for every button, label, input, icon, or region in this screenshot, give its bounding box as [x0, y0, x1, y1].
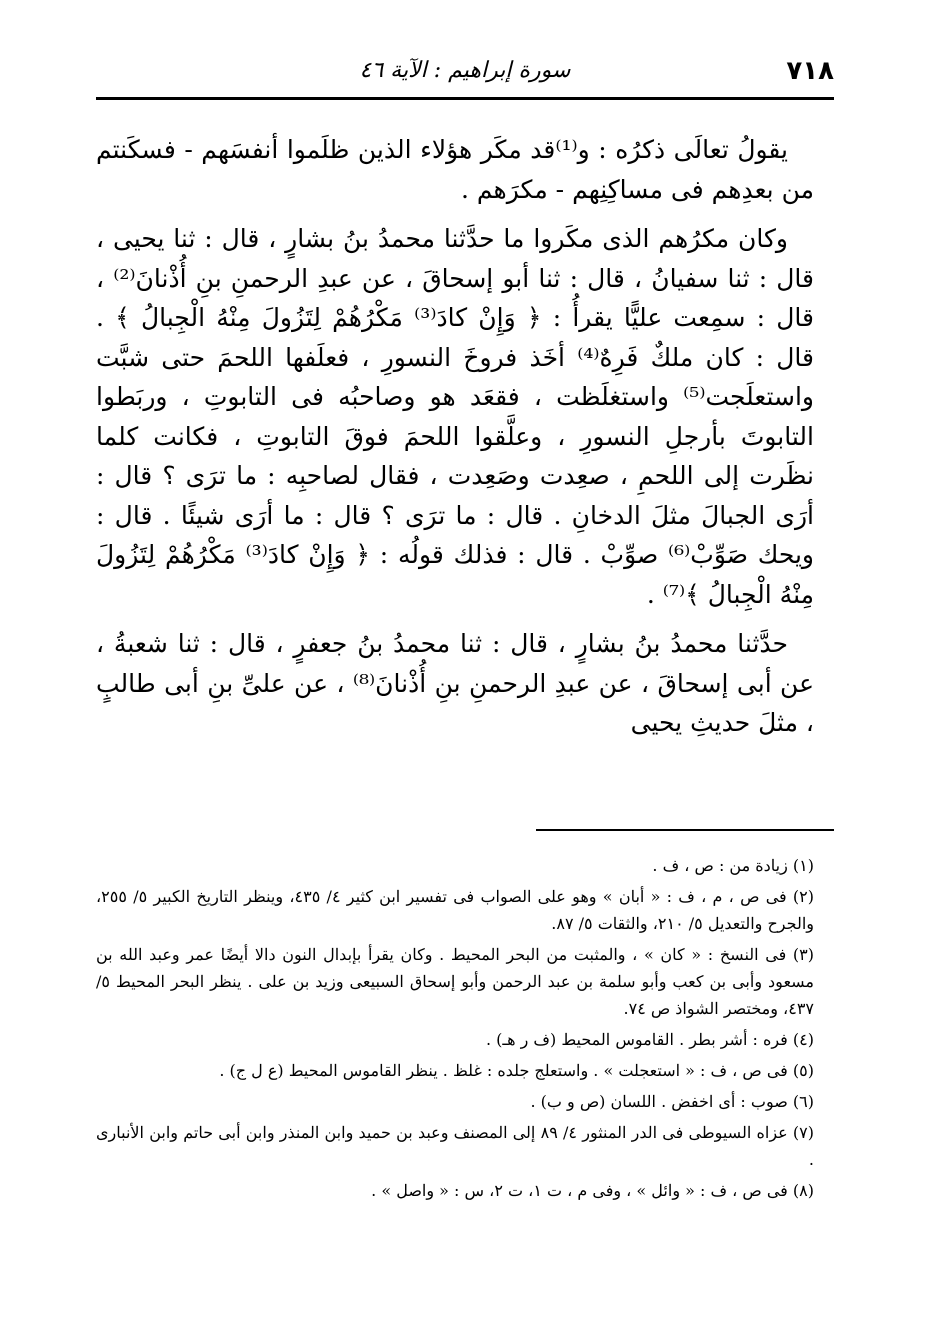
paragraph: وكان مكرُهم الذى مكَروا ما حدَّثنا محمدُ بنُ بشارٍ ، قال : ثنا يحيى ، قال : ثنا سفيانُ ، قال : ثنا أبو إسحاقَ ، عن عبدِ الرحمنِ بنِ أُذْنانَ⁽²⁾ ، قال : سمِعت عليًّا يقرأُ : ﴿ وَإِنْ كادَ⁽³⁾ مَكْرُهُمْ لِتَزُولَ مِنْهُ الْجِبالُ ﴾ . قال : كان ملكٌ فَرِهٌ⁽⁴⁾ أخَذ فروخَ النسورِ ، فعلَفها اللحمَ حتى شبَّت واستعلَجت⁽⁵⁾ واستغلَظت ، فقعَد هو وصاحبُه فى التابوتِ ، وربَطوا التابوتَ بأرجلِ النسورِ ، وعلَّقوا اللحمَ فوقَ التابوتِ ، فكانت كلما نظَرت إلى اللحمِ ، صعِدت وصَعِدت ، فقال لصاحبِه : ما ترَى ؟ قال : أرَى الجبالَ مثلَ الدخانِ . قال : ما ترَى ؟ قال : ما أرَى شيئًا . قال : ويحك صَوِّبْ⁽⁶⁾ صوِّبْ . قال : فذلك قولُه : ﴿ وَإِنْ كادَ⁽³⁾ مَكْرُهُمْ لِتَزُولَ مِنْهُ الْجِبالُ ﴾⁽⁷⁾ . — [96, 224, 814, 609]
footnote: (٣) فى النسخ : « كان » ، والمثبت من البحر المحيط . وكان يقرأ بإبدال النون دالا أيضًا عمر وعبد الله بن مسعود وأبى بن كعب وأبو سلمة بن عبد الرحمن وأبو إسحاق السبيعى وزيد بن على . ينظر البحر المحيط ٥/ ٤٣٧، ومختصر الشواذ ص ٧٤. — [96, 945, 815, 1018]
header-rule — [96, 97, 834, 100]
page-header — [96, 48, 834, 92]
footnote: (٧) عزاه السيوطى فى الدر المنثور ٤/ ٨٩ إلى المصنف وعبد بن حميد وابن المنذر وابن أبى حاتم وابن الأنبارى . — [96, 1123, 814, 1169]
page-number: ٧١٨ — [786, 56, 834, 86]
footnote: (٦) صوب : أى اخفض . اللسان (ص و ب) . — [530, 1092, 814, 1111]
footnotes — [96, 852, 814, 1208]
footnote: (٤) فره : أشر بطر . القاموس المحيط (ف ر هـ) . — [485, 1030, 814, 1049]
footnote: (٨) فى ص ، ف : « وائل » ، وفى م ، ت ١، ت ٢، س : « واصل » . — [371, 1181, 814, 1200]
footnote: (٥) فى ص ، ف : « استعجلت » . واستعلج جلده : غلظ . ينظر القاموس المحيط (ع ل ج) . — [219, 1061, 814, 1080]
paragraph: حدَّثنا محمدُ بنُ بشارٍ ، قال : ثنا محمدُ بنُ جعفرٍ ، قال : ثنا شعبةُ ، عن أبى إسحاقَ ، عن عبدِ الرحمنِ بنِ أُذْنانَ⁽⁸⁾ ، عن علىِّ بنِ أبى طالبٍ ، مثلَ حديثِ يحيى — [96, 629, 814, 737]
footnote-rule — [536, 829, 834, 831]
paragraph: يقولُ تعالَى ذكرُه : و⁽¹⁾قد مكَر هؤلاء الذين ظلَموا أنفسَهم - فسكَنتم من بعدِهم فى مساكِنِهم - مكرَهم . — [96, 135, 814, 204]
running-title: سورة إبراهيم : الآية ٤٦ — [359, 58, 571, 83]
footnote: (١) زيادة من : ص ، ف . — [652, 856, 814, 875]
footnote: (٢) فى ص ، م ، ف : « أبان » وهو على الصواب فى تفسير ابن كثير ٤/ ٤٣٥، وينظر التاريخ الكبير ٥/ ٢٥٥، والجرح والتعديل ٥/ ٢١٠، والثقات ٥/ ٨٧. — [96, 887, 815, 933]
main-text — [96, 130, 814, 753]
